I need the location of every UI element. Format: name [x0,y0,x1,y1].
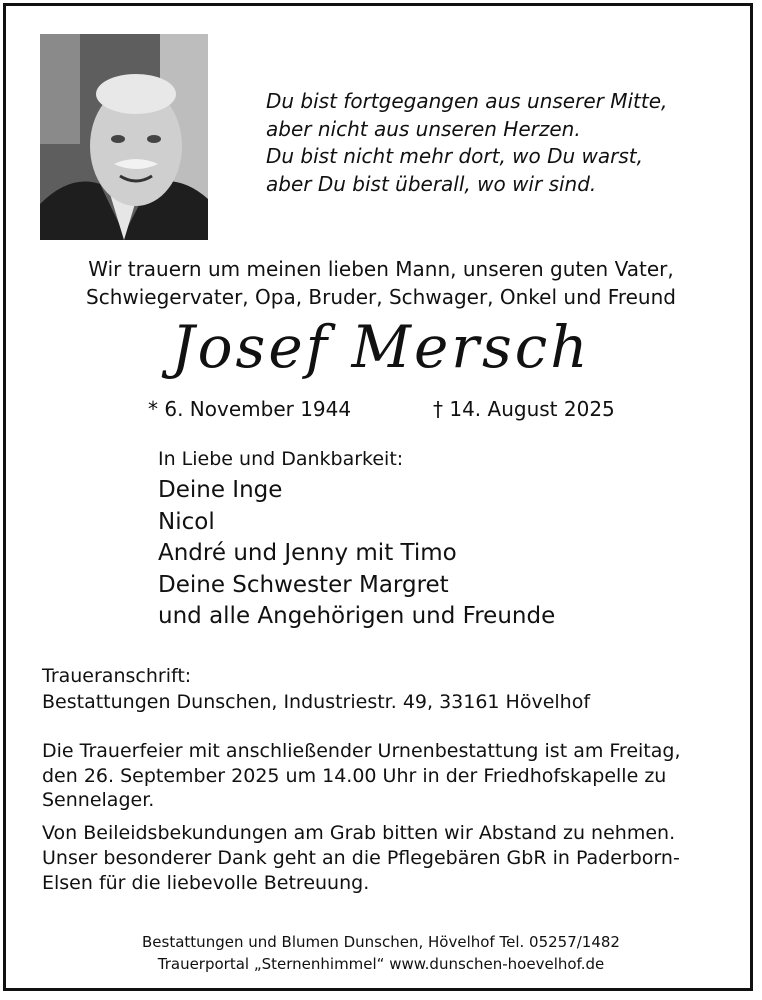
portrait-photo-icon [40,34,208,240]
footer-line: Trauerportal „Sternenhimmel“ www.dunschen-hoevelhof.de [157,955,605,973]
poem [266,88,667,198]
death-date: † 14. August 2025 [433,397,615,421]
ceremony-text [42,739,732,813]
thanks-line: Unser besonderer Dank geht an die Pflegebären GbR in Paderborn- [42,847,680,869]
thanks-text [42,821,732,896]
portrait-photo [40,34,208,240]
poem-line: aber nicht aus unseren Herzen. [266,116,581,141]
mourner-name: André und Jenny mit Timo [158,540,457,566]
address-label: Traueranschrift: [42,665,192,687]
mourner-name: Deine Schwester Margret [158,571,449,598]
thanks-line: Elsen für die liebevolle Betreuung. [42,872,370,894]
ceremony-line: den 26. September 2025 um 14.00 Uhr in der Friedhofskapelle zu [42,764,667,787]
address-text: Bestattungen Dunschen, Industriestr. 49, 33161 Hövelhof [42,691,591,713]
birth-date: * 6. November 1944 [148,397,352,421]
mourners-label: In Liebe und Dankbarkeit: [158,448,404,470]
footer-line: Bestattungen und Blumen Dunschen, Hövelhof Tel. 05257/1482 [142,933,620,951]
mourner-name: Deine Inge [158,477,283,503]
poem-line: Du bist fortgegangen aus unserer Mitte, [266,89,668,113]
mourning-address [42,663,590,715]
deceased-name: Josef Mersch [171,313,591,381]
funeral-home-footer [0,931,762,975]
intro-line: Wir trauern um meinen lieben Mann, unseren guten Vater, [88,257,674,281]
ceremony-line: Sennelager. [42,789,155,811]
mourner-name: Nicol [158,508,215,535]
ceremony-line: Die Trauerfeier mit anschließender Urnenbestattung ist am Freitag, [42,740,681,762]
thanks-line: Von Beileidsbekundungen am Grab bitten wir Abstand zu nehmen. [42,822,676,844]
mourners-list [158,475,555,633]
intro-line: Schwiegervater, Opa, Bruder, Schwager, Onkel und Freund [86,285,676,309]
poem-line: Du bist nicht mehr dort, wo Du warst, [266,144,644,168]
intro-text [0,255,762,311]
mourner-name: und alle Angehörigen und Freunde [158,603,556,629]
poem-line: aber Du bist überall, wo wir sind. [266,171,597,196]
